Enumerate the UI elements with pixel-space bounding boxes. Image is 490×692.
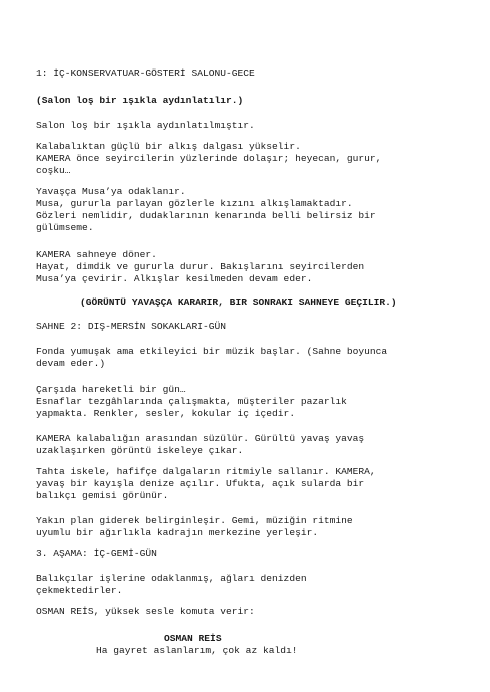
action-line: coşku… (36, 165, 71, 176)
action-line: Musa’ya çevirir. Alkışlar kesilmeden devam eder. (36, 273, 313, 284)
dialogue-line: Ha gayret aslanlarım, çok az kaldı! (96, 645, 298, 656)
action-line: Esnaflar tezgâhlarında çalışmakta, müşteriler pazarlık (36, 396, 347, 407)
action-line: KAMERA kalabalığın arasından süzülür. Gürültü yavaş yavaş (36, 433, 365, 444)
action-line: Tahta iskele, hafifçe dalgaların ritmiyle sallanır. KAMERA, (36, 466, 376, 477)
action-line: balıkçı gemisi görünür. (36, 490, 169, 501)
action-line: gülümseme. (36, 222, 94, 233)
scene-heading-1: 1: İÇ-KONSERVATUAR-GÖSTERİ SALONU-GECE (36, 68, 255, 79)
parenthetical-heading: (Salon loş bir ışıkla aydınlatılır.) (36, 95, 244, 106)
action-line: uzaklaşırken görüntü iskeleye çıkar. (36, 445, 244, 456)
action-line: OSMAN REİS, yüksek sesle komuta verir: (36, 606, 255, 617)
action-line: Yakın plan giderek belirginleşir. Gemi, müziğin ritmine (36, 515, 353, 526)
action-line: Hayat, dimdik ve gururla durur. Bakışlarını seyircilerden (36, 261, 365, 272)
character-name: OSMAN REİS (164, 633, 222, 644)
action-line: Musa, gururla parlayan gözlerle kızını alkışlamaktadır. (36, 198, 353, 209)
action-line: Fonda yumuşak ama etkileyici bir müzik başlar. (Sahne boyunca (36, 346, 388, 357)
action-line: KAMERA sahneye döner. (36, 249, 157, 260)
action-line: Gözleri nemlidir, dudaklarının kenarında belli belirsiz bir (36, 210, 376, 221)
scene-heading-3: 3. AŞAMA: İÇ-GEMİ-GÜN (36, 548, 157, 559)
action-line: Kalabalıktan güçlü bir alkış dalgası yükselir. (36, 141, 301, 152)
action-line: yapmakta. Renkler, sesler, kokular iç içedir. (36, 408, 296, 419)
action-line: çekmektedirler. (36, 585, 123, 596)
action-line: devam eder.) (36, 358, 106, 369)
action-line: yavaş bir kayışla denize açılır. Ufukta, açık sularda bir (36, 478, 365, 489)
action-line: uyumlu bir ağırlıkla kadrajın merkezine yerleşir. (36, 527, 319, 538)
scene-heading-2: SAHNE 2: DIŞ-MERSİN SOKAKLARI-GÜN (36, 321, 226, 332)
action-line: Balıkçılar işlerine odaklanmış, ağları denizden (36, 573, 307, 584)
action-line: Salon loş bir ışıkla aydınlatılmıştır. (36, 120, 255, 131)
action-line: KAMERA önce seyircilerin yüzlerinde dolaşır; heyecan, gurur, (36, 153, 382, 164)
transition-line: (GÖRÜNTÜ YAVAŞÇA KARARIR, BIR SONRAKI SAHNEYE GEÇILIR.) (80, 297, 397, 308)
action-line: Yavaşça Musa’ya odaklanır. (36, 186, 186, 197)
action-line: Çarşıda hareketli bir gün… (36, 384, 186, 395)
